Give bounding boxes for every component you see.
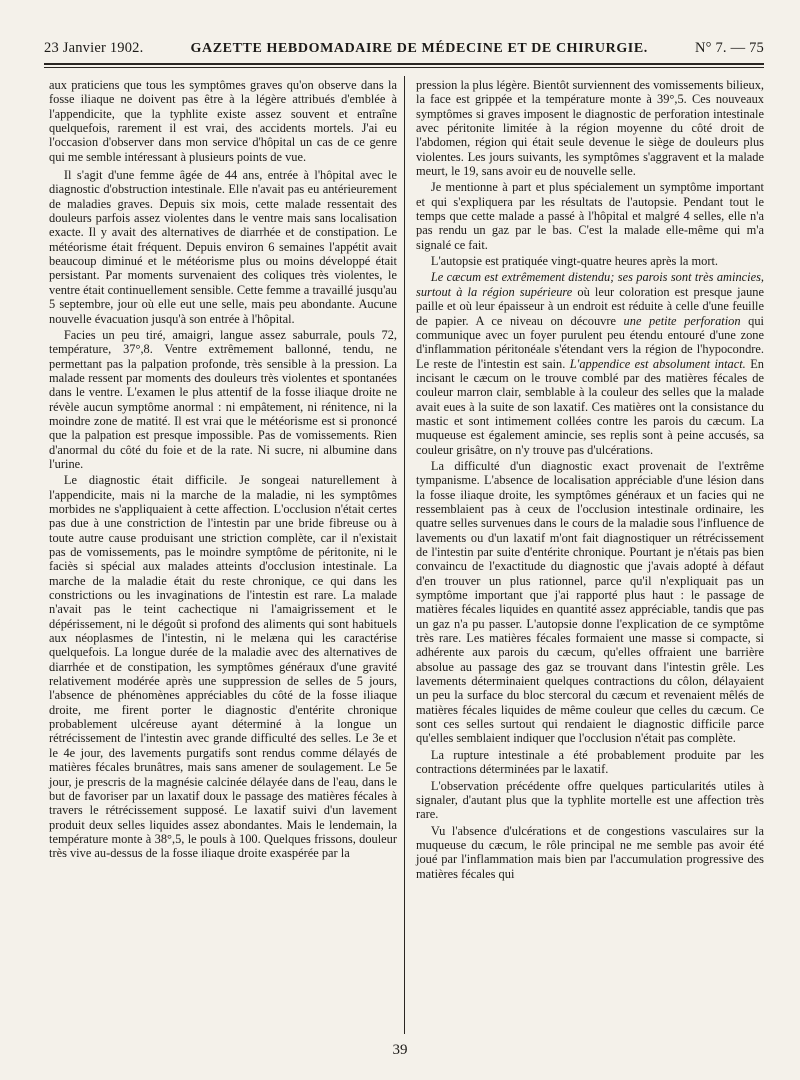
issue-date: 23 Janvier 1902. bbox=[44, 40, 144, 56]
paragraph: La difficulté d'un diagnostic exact provenait de l'extrême tympanisme. L'absence de localisation appréciable d'une lésion dans la fosse iliaque droite, les symptômes généraux et un facies qui ne ressemblaient pas à ceux de l'occlusion intestinale ordinaire, les quatre selles survenues dans le cours de la maladie sous l'influence de lavements ou d'un laxatif m'ont fait diagnostiquer un rétrécissement de l'intestin par suite d'entérite chronique. Pourtant je n'étais pas bien convaincu de l'exactitude du diagnostic que j'avais adopté à défaut d'en trouver un plus rationnel, parce qu'il n'expliquait pas un symptôme important que j'ai rapporté plus haut : le passage de matières fécales liquides en quantité assez appréciable, tandis que pas un gaz n'a pu passer. L'autopsie donne l'explication de ce symptôme très rare. Les matières fécales formaient une masse si compacte, si adhérente aux parois du cæcum, qu'elles offraient une barrière absolue au passage des gaz se trouvant dans l'intestin grêle. Les lavements déterminaient quelques contractions du côlon, délayaient un peu la surface du bloc stercoral du cæcum et revenaient mêlés de matières fécales liquides de même couleur que celles du cæcum. Ce sont ces selles surtout qui rendaient le diagnostic difficile parce qu'elles semblaient indiquer que l'occlusion n'était pas complète. bbox=[416, 458, 764, 746]
column-divider bbox=[404, 76, 405, 1034]
paragraph-text: où leur coloration est presque jaune paille et où leur épaisseur à un endroit est réduite à celle d'une feuille de papier. A ce niveau on découvre bbox=[416, 284, 764, 328]
italic-text: L'appendice est absolument intact. bbox=[569, 356, 746, 371]
page-number: 39 bbox=[392, 1042, 408, 1058]
paragraph-text: qui communique avec un foyer purulent peu étendu entouré d'une zone d'inflammation péritonéale s'étendant vers la région de l'hypocondre. Le reste de l'intestin est sain. bbox=[416, 313, 764, 371]
header-rule bbox=[44, 63, 764, 65]
italic-text: Le cæcum est extrêmement distendu; ses parois sont très amincies, surtout à la région supérieure bbox=[416, 270, 764, 299]
paragraph: L'autopsie est pratiquée vingt-quatre heures après la mort. bbox=[430, 254, 718, 269]
autopsy-paragraph bbox=[416, 270, 764, 456]
paragraph: Il s'agit d'une femme âgée de 44 ans, entrée à l'hôpital avec le diagnostic d'obstruction intestinale. Elle n'avait pas eu antérieurement de maladies graves. Depuis six mois, cette malade ressentait des douleurs parfois assez violentes dans le ventre mais sans localisation exacte. Il y avait des alternatives de diarrhée et de constipation. Le météorisme était fréquent. Depuis environ 6 semaines l'appétit avait beaucoup diminué et le météorisme plus ou moins développé était persistant. Par moments survenaient des coliques très violentes, le ventre était continuellement sensible. Cette femme a travaillé jusqu'au 5 septembre, jour où elle eut une selle, mais peu abondante. Aucune nouvelle évacuation jusqu'à son entrée à l'hôpital. bbox=[49, 168, 397, 326]
paragraph: Le diagnostic était difficile. Je songeai naturellement à l'appendicite, mais ni la marche de la maladie, ni les symptômes morbides ne s'appliquaient à cette affection. L'occlusion n'était certes pas due à une constriction de l'intestin par une bride fibreuse ou à toute autre cause produisant une striction complète, car il n'existait pas de vomissements, pas le moindre symptôme de péritonite, ni le faciès si spécial aux malades atteints d'occlusion intestinale. La marche de la maladie était du reste chronique, ce qui dans les constrictions ou les invaginations de l'intestin est rare. La malade n'avait pas le teint cachectique ni l'amaigrissement et le dépérissement, ni le dégoût si profond des aliments qui sont habituels aux néoplasmes de l'intestin, ni le melæna qui les caractérise quelquefois. La longue durée de la maladie avec des alternatives de diarrhée et de constipation, les symptômes généraux d'une gravité relativement modérée après une suppression de selles de 5 jours, l'absence de phénomènes appréciables du côté de la fosse iliaque droite, me firent porter le diagnostic d'entérite chronique probablement ulcéreuse ayant déterminé à la longue un rétrécissement de l'intestin avec grande difficulté des selles. Le 3e et le 4e jour, des lavements purgatifs sont rendus comme délayés de matières fécales brunâtres, mais sans amener de soulagement. Le 5e jour, je prescris de la magnésie calcinée délayée dans de l'eau, dans le but de favoriser par un laxatif doux le passage des matières fécales à travers le rétrécissement supposé. Le laxatif suivi d'un lavement produit deux selles liquides assez abondantes. Mais le lendemain, la température monte à 38°,5, le pouls à 100. Quelques frissons, douleur très vive au-dessus de la fosse iliaque droite exaspérée par la bbox=[49, 473, 397, 861]
paragraph: La rupture intestinale a été probablement produite par les contractions déterminées par le laxatif. bbox=[416, 747, 764, 777]
header-rule-thin bbox=[44, 67, 764, 68]
journal-title: GAZETTE HEBDOMADAIRE DE MÉDECINE ET DE CHIRURGIE. bbox=[190, 41, 648, 56]
issue-number: N° 7. — 75 bbox=[694, 40, 764, 56]
paragraph: Facies un peu tiré, amaigri, langue assez saburrale, pouls 72, température, 37°,8. Ventre extrêmement ballonné, tendu, ne permettant pas la palpation profonde, très sensible à la pression. La malade ressent par moments des douleurs très violentes et spontanées dans le ventre. L'examen le plus attentif de la fosse iliaque droite ne révèle aucun symptôme anormal : ni empâtement, ni rénitence, ni la moindre zone de matité. Il est vrai que le météorisme est si prononcé que la palpation est presque impossible. Pas de vomissements. Rien d'anormal du côté du foie et de la rate. Ni sucre, ni albumine dans l'urine. bbox=[49, 327, 397, 471]
paragraph: aux praticiens que tous les symptômes graves qu'on observe dans la fosse iliaque ne doivent pas être à la légère attribués d'emblée à l'appendicite, que la typhlite existe assez souvent et entraîne quelquefois, rarement il est vrai, des accidents mortels. J'ai eu l'occasion d'observer dans mon service d'hôpital un cas de ce genre qui me semble intéressant à plusieurs points de vue. bbox=[49, 78, 397, 164]
italic-text: une petite perforation bbox=[623, 313, 741, 328]
paragraph: L'observation précédente offre quelques particularités utiles à signaler, d'autant plus que la typhlite mortelle est une affection très rare. bbox=[416, 778, 764, 822]
left-column bbox=[49, 78, 397, 861]
paragraph: Vu l'absence d'ulcérations et de congestions vasculaires sur la muqueuse du cæcum, le rôle principal ne me semble pas avoir été joué par l'inflammation mais bien par l'accumulation progressive des matières fécales qui bbox=[416, 823, 764, 881]
paragraph: pression la plus légère. Bientôt surviennent des vomissements bilieux, la face est grippée et la température monte à 39°,5. Ces nouveaux symptômes si graves imposent le diagnostic de perforation intestinale avec péritonite limitée à la région moyenne du côté droit de l'abdomen, région qui était seule devenue le siège de douleurs plus violentes. Les jours suivants, les symptômes s'aggravent et la malade meurt, le 19, sans avoir eu de nouvelle selle. bbox=[416, 78, 764, 179]
right-column bbox=[416, 78, 764, 881]
paragraph-text: En incisant le cæcum on le trouve comblé par des matières fécales de couleur marron clair, semblable à la couleur des selles que la malade avait eues à la suite de son laxatif. Ces matières ont la consistance du mastic et sont intimement collées contre les parois du cæcum. La muqueuse est également amincie, ses replis sont à peine accusés, sa couleur grisâtre, on n'y trouve pas d'ulcérations. bbox=[416, 356, 764, 457]
paragraph: Je mentionne à part et plus spécialement un symptôme important et qui s'expliquera par les résultats de l'autopsie. Pendant tout le temps que cette malade a passé à l'hôpital et malgré 4 selles, elle n'a pas rendu un gaz par le bas. C'est la malade elle-même qui m'a signalé ce fait. bbox=[416, 180, 764, 252]
running-header bbox=[44, 40, 764, 60]
